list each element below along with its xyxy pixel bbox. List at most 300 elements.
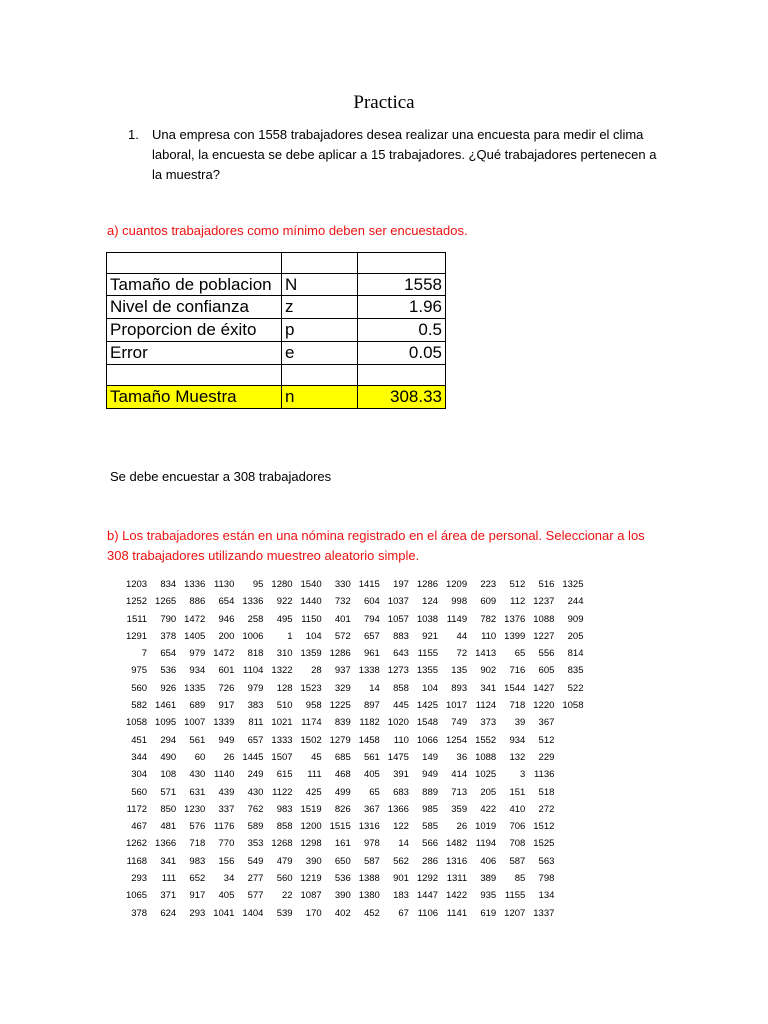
number-cell: 1552 xyxy=(475,734,497,746)
table-row xyxy=(107,365,446,386)
number-cell: 1155 xyxy=(504,890,526,902)
number-cell: 1544 xyxy=(504,682,526,694)
number-cell: 1366 xyxy=(387,803,409,815)
number-cell: 1095 xyxy=(155,717,177,729)
number-cell: 1445 xyxy=(242,751,264,763)
number-cell: 85 xyxy=(514,873,526,885)
number-cell: 1523 xyxy=(300,682,322,694)
number-cell: 1475 xyxy=(387,751,409,763)
number-cell: 998 xyxy=(451,596,468,608)
number-cell: 1230 xyxy=(184,803,206,815)
number-row xyxy=(118,732,584,749)
number-cell: 978 xyxy=(363,838,380,850)
number-cell: 34 xyxy=(223,873,235,885)
number-cell: 958 xyxy=(305,700,322,712)
number-row xyxy=(118,905,584,922)
number-cell: 277 xyxy=(247,873,264,885)
number-cell: 490 xyxy=(160,751,177,763)
number-cell: 1106 xyxy=(417,907,439,919)
number-cell: 560 xyxy=(131,682,148,694)
number-row xyxy=(118,611,584,628)
number-cell: 1292 xyxy=(416,873,439,885)
number-cell: 582 xyxy=(131,700,148,712)
number-cell: 893 xyxy=(451,682,468,694)
number-row xyxy=(118,784,584,801)
table-row xyxy=(107,253,446,274)
number-cell: 1021 xyxy=(271,717,293,729)
number-cell: 689 xyxy=(189,700,206,712)
number-cell: 631 xyxy=(189,786,206,798)
number-cell: 706 xyxy=(509,821,526,833)
number-cell: 1458 xyxy=(358,734,380,746)
question-number: 1. xyxy=(128,127,139,142)
number-cell: 683 xyxy=(393,786,409,798)
result-row xyxy=(107,386,446,409)
number-cell: 341 xyxy=(480,682,497,694)
number-cell: 1311 xyxy=(446,873,468,885)
number-cell: 949 xyxy=(218,734,235,746)
number-cell: 1124 xyxy=(475,700,497,712)
number-row xyxy=(118,801,584,818)
number-cell: 1415 xyxy=(358,579,380,590)
number-cell: 826 xyxy=(334,803,351,815)
result-symbol: n xyxy=(282,386,358,409)
number-cell: 353 xyxy=(247,838,264,850)
number-cell: 1149 xyxy=(446,613,468,625)
number-cell: 886 xyxy=(189,596,206,608)
row-value: 1.96 xyxy=(358,296,446,319)
number-cell: 536 xyxy=(334,873,351,885)
section-b-heading: b) Los trabajadores están en una nómina registrado en el área de personal. Seleccionar a los 308 trabajadores utilizando muestreo aleatorio simple. xyxy=(107,528,645,563)
number-cell: 1140 xyxy=(213,769,235,781)
row-label: Tamaño de poblacion xyxy=(107,274,282,296)
number-cell: 726 xyxy=(218,682,235,694)
number-cell: 330 xyxy=(334,579,351,590)
number-cell: 1405 xyxy=(184,630,206,642)
number-cell: 510 xyxy=(276,700,293,712)
number-cell: 1273 xyxy=(387,665,409,677)
number-cell: 1413 xyxy=(475,648,497,660)
number-cell: 834 xyxy=(160,579,177,590)
number-cell: 1057 xyxy=(387,613,409,625)
number-cell: 1335 xyxy=(184,682,206,694)
number-cell: 430 xyxy=(189,769,206,781)
number-cell: 405 xyxy=(218,890,235,902)
number-cell: 782 xyxy=(480,613,497,625)
number-cell: 445 xyxy=(393,700,409,712)
number-cell: 258 xyxy=(247,613,264,625)
number-cell: 985 xyxy=(422,803,439,815)
number-cell: 451 xyxy=(131,734,148,746)
number-cell: 619 xyxy=(480,907,497,919)
number-cell: 1155 xyxy=(417,648,439,660)
number-cell: 467 xyxy=(131,821,148,833)
number-cell: 922 xyxy=(276,596,293,608)
number-cell: 1220 xyxy=(533,700,555,712)
number-cell: 850 xyxy=(160,803,177,815)
number-cell: 1136 xyxy=(533,769,555,781)
number-cell: 1333 xyxy=(271,734,293,746)
number-cell: 1447 xyxy=(416,890,439,902)
number-cell: 1020 xyxy=(387,717,409,729)
number-cell: 858 xyxy=(393,682,409,694)
number-cell: 1511 xyxy=(126,613,148,625)
number-cell: 1207 xyxy=(504,907,526,919)
number-row xyxy=(118,853,584,870)
number-cell: 60 xyxy=(194,751,206,763)
number-cell: 935 xyxy=(480,890,497,902)
number-cell: 718 xyxy=(189,838,206,850)
number-cell: 1482 xyxy=(445,838,468,850)
number-cell: 921 xyxy=(422,630,439,642)
sample-size-table xyxy=(106,252,446,409)
number-cell: 1380 xyxy=(358,890,380,902)
number-cell: 518 xyxy=(538,786,555,798)
number-cell: 72 xyxy=(456,648,468,660)
number-cell: 1366 xyxy=(155,838,177,850)
number-cell: 1219 xyxy=(300,873,322,885)
number-cell: 901 xyxy=(393,873,409,885)
number-cell: 1037 xyxy=(387,596,409,608)
random-number-table xyxy=(118,576,584,922)
number-cell: 1422 xyxy=(445,890,468,902)
number-cell: 406 xyxy=(480,855,497,867)
number-row xyxy=(118,887,584,904)
number-cell: 1209 xyxy=(445,579,468,590)
number-cell: 1279 xyxy=(329,734,351,746)
row-value: 1558 xyxy=(358,274,446,296)
number-cell: 1298 xyxy=(300,838,322,850)
number-cell: 979 xyxy=(189,648,206,660)
number-row xyxy=(118,645,584,662)
number-cell: 650 xyxy=(334,855,351,867)
number-cell: 708 xyxy=(509,838,526,850)
number-cell: 479 xyxy=(276,855,293,867)
number-cell: 713 xyxy=(451,786,468,798)
number-cell: 367 xyxy=(363,803,380,815)
number-cell: 858 xyxy=(276,821,293,833)
number-cell: 909 xyxy=(567,613,584,625)
number-cell: 310 xyxy=(276,648,293,660)
number-cell: 770 xyxy=(218,838,235,850)
number-cell: 556 xyxy=(538,648,555,660)
number-row xyxy=(118,680,584,697)
number-row xyxy=(118,697,584,714)
number-cell: 1066 xyxy=(416,734,439,746)
number-cell: 1 xyxy=(287,630,293,642)
number-cell: 1322 xyxy=(271,665,293,677)
number-cell: 794 xyxy=(363,613,380,625)
number-cell: 304 xyxy=(131,769,148,781)
number-cell: 1337 xyxy=(533,907,555,919)
number-cell: 1122 xyxy=(272,786,293,798)
table-row xyxy=(107,296,446,319)
number-cell: 1316 xyxy=(358,821,380,833)
number-cell: 1168 xyxy=(126,855,148,867)
number-cell: 36 xyxy=(456,751,468,763)
number-cell: 499 xyxy=(334,786,351,798)
number-cell: 272 xyxy=(538,803,555,815)
number-cell: 1088 xyxy=(533,613,555,625)
number-cell: 790 xyxy=(160,613,177,625)
number-cell: 1325 xyxy=(562,579,584,590)
number-cell: 1268 xyxy=(271,838,293,850)
number-cell: 1336 xyxy=(184,579,206,590)
number-cell: 161 xyxy=(334,838,351,850)
number-cell: 576 xyxy=(189,821,206,833)
number-cell: 889 xyxy=(422,786,439,798)
number-cell: 1150 xyxy=(301,613,322,625)
row-symbol: e xyxy=(282,342,358,365)
number-cell: 402 xyxy=(334,907,351,919)
number-cell: 1065 xyxy=(125,890,148,902)
number-cell: 609 xyxy=(480,596,497,608)
number-cell: 1025 xyxy=(475,769,497,781)
number-cell: 605 xyxy=(538,665,555,677)
number-cell: 1182 xyxy=(359,717,380,729)
number-cell: 1058 xyxy=(125,717,148,729)
number-cell: 425 xyxy=(305,786,322,798)
number-cell: 26 xyxy=(456,821,468,833)
row-label: Proporcion de éxito xyxy=(107,319,282,342)
number-cell: 390 xyxy=(334,890,351,902)
number-cell: 229 xyxy=(538,751,555,763)
row-label: Error xyxy=(107,342,282,365)
number-cell: 389 xyxy=(480,873,497,885)
number-cell: 657 xyxy=(363,630,380,642)
number-cell: 902 xyxy=(480,665,497,677)
number-cell: 329 xyxy=(334,682,351,694)
number-cell: 961 xyxy=(363,648,380,660)
number-cell: 937 xyxy=(334,665,351,677)
number-cell: 367 xyxy=(538,717,555,729)
number-cell: 1007 xyxy=(184,717,206,729)
number-cell: 1336 xyxy=(242,596,264,608)
number-cell: 383 xyxy=(247,700,264,712)
number-cell: 1502 xyxy=(300,734,322,746)
table-row xyxy=(107,342,446,365)
number-cell: 156 xyxy=(218,855,235,867)
number-cell: 132 xyxy=(509,751,526,763)
row-label: Nivel de confianza xyxy=(107,296,282,319)
number-cell: 562 xyxy=(393,855,409,867)
number-cell: 371 xyxy=(160,890,177,902)
number-cell: 104 xyxy=(422,682,439,694)
table-cell xyxy=(107,365,282,386)
number-cell: 917 xyxy=(218,700,235,712)
table-cell xyxy=(107,253,282,274)
number-cell: 1227 xyxy=(533,630,555,642)
number-cell: 111 xyxy=(161,873,177,885)
number-cell: 1130 xyxy=(213,579,235,590)
number-cell: 934 xyxy=(189,665,206,677)
number-cell: 561 xyxy=(363,751,380,763)
number-cell: 122 xyxy=(393,821,409,833)
number-cell: 1512 xyxy=(533,821,555,833)
number-cell: 762 xyxy=(247,803,264,815)
number-cell: 732 xyxy=(334,596,351,608)
number-cell: 536 xyxy=(160,665,177,677)
number-cell: 1088 xyxy=(475,751,497,763)
number-cell: 585 xyxy=(422,821,439,833)
number-cell: 1525 xyxy=(533,838,555,850)
number-cell: 549 xyxy=(247,855,264,867)
number-cell: 3 xyxy=(520,769,526,781)
number-cell: 1440 xyxy=(300,596,322,608)
number-cell: 560 xyxy=(131,786,148,798)
number-cell: 149 xyxy=(422,751,439,763)
number-cell: 839 xyxy=(334,717,351,729)
number-cell: 67 xyxy=(398,907,409,919)
number-cell: 563 xyxy=(538,855,555,867)
number-cell: 104 xyxy=(305,630,322,642)
number-cell: 1338 xyxy=(358,665,380,677)
number-cell: 561 xyxy=(189,734,206,746)
number-cell: 135 xyxy=(451,665,468,677)
number-cell: 1262 xyxy=(125,838,148,850)
number-cell: 1254 xyxy=(445,734,468,746)
number-cell: 344 xyxy=(131,751,148,763)
number-cell: 1507 xyxy=(271,751,293,763)
number-row xyxy=(118,835,584,852)
number-cell: 65 xyxy=(369,786,380,798)
number-cell: 975 xyxy=(131,665,148,677)
number-cell: 170 xyxy=(305,907,322,919)
number-cell: 1515 xyxy=(329,821,351,833)
number-cell: 587 xyxy=(363,855,380,867)
number-cell: 926 xyxy=(160,682,177,694)
number-cell: 1404 xyxy=(242,907,264,919)
number-row xyxy=(118,870,584,887)
row-value: 0.05 xyxy=(358,342,446,365)
number-cell: 566 xyxy=(422,838,439,850)
number-cell: 390 xyxy=(305,855,322,867)
number-cell: 1172 xyxy=(126,803,148,815)
number-cell: 452 xyxy=(363,907,380,919)
number-cell: 624 xyxy=(160,907,177,919)
number-cell: 560 xyxy=(276,873,293,885)
number-cell: 183 xyxy=(393,890,409,902)
number-cell: 45 xyxy=(311,751,322,763)
number-row xyxy=(118,818,584,835)
number-cell: 577 xyxy=(247,890,264,902)
number-cell: 883 xyxy=(393,630,409,642)
number-cell: 1058 xyxy=(562,700,584,712)
number-cell: 589 xyxy=(247,821,264,833)
number-cell: 718 xyxy=(509,700,526,712)
number-cell: 949 xyxy=(422,769,439,781)
number-cell: 430 xyxy=(247,786,264,798)
number-cell: 110 xyxy=(393,734,409,746)
number-cell: 1194 xyxy=(475,838,497,850)
table-cell xyxy=(358,365,446,386)
number-cell: 223 xyxy=(480,579,497,590)
number-cell: 1286 xyxy=(416,579,439,590)
number-cell: 293 xyxy=(189,907,206,919)
number-row xyxy=(118,628,584,645)
number-cell: 337 xyxy=(218,803,235,815)
number-cell: 654 xyxy=(160,648,177,660)
sample-conclusion: Se debe encuestar a 308 trabajadores xyxy=(110,469,332,484)
number-cell: 1472 xyxy=(184,613,206,625)
question-text: Una empresa con 1558 trabajadores desea realizar una encuesta para medir el clima laboral, la encuesta se debe aplicar a 15 trabajadores. ¿Qué trabajadores pertenecen a la muestra? xyxy=(152,127,657,182)
number-cell: 95 xyxy=(252,579,264,590)
number-cell: 249 xyxy=(247,769,264,781)
number-cell: 28 xyxy=(311,665,322,677)
number-cell: 378 xyxy=(131,907,148,919)
number-cell: 1286 xyxy=(329,648,351,660)
number-cell: 917 xyxy=(189,890,206,902)
number-cell: 112 xyxy=(510,596,526,608)
number-cell: 983 xyxy=(276,803,293,815)
result-label: Tamaño Muestra xyxy=(107,386,282,409)
number-cell: 657 xyxy=(247,734,264,746)
number-cell: 652 xyxy=(189,873,206,885)
number-cell: 516 xyxy=(538,579,555,590)
row-symbol: N xyxy=(282,274,358,296)
row-value: 0.5 xyxy=(358,319,446,342)
number-cell: 749 xyxy=(451,717,468,729)
number-cell: 512 xyxy=(509,579,526,590)
number-cell: 818 xyxy=(247,648,264,660)
number-cell: 835 xyxy=(567,665,584,677)
number-row xyxy=(118,714,584,731)
number-row xyxy=(118,766,584,783)
number-cell: 1359 xyxy=(300,648,322,660)
number-cell: 1388 xyxy=(358,873,380,885)
number-cell: 1225 xyxy=(329,700,351,712)
number-cell: 946 xyxy=(218,613,235,625)
number-cell: 359 xyxy=(451,803,468,815)
number-cell: 1355 xyxy=(416,665,439,677)
number-cell: 391 xyxy=(393,769,409,781)
number-cell: 1041 xyxy=(213,907,235,919)
number-cell: 481 xyxy=(160,821,177,833)
row-symbol: p xyxy=(282,319,358,342)
table-cell xyxy=(282,253,358,274)
number-cell: 601 xyxy=(218,665,235,677)
number-cell: 14 xyxy=(369,682,380,694)
number-cell: 798 xyxy=(538,873,555,885)
number-cell: 205 xyxy=(567,630,584,642)
number-cell: 108 xyxy=(160,769,177,781)
number-cell: 1339 xyxy=(213,717,235,729)
number-cell: 539 xyxy=(276,907,293,919)
number-cell: 1237 xyxy=(533,596,555,608)
number-cell: 1291 xyxy=(125,630,148,642)
number-cell: 604 xyxy=(363,596,380,608)
table-cell xyxy=(282,365,358,386)
number-cell: 1203 xyxy=(125,579,148,590)
number-cell: 983 xyxy=(189,855,206,867)
number-cell: 1461 xyxy=(155,700,177,712)
number-cell: 1376 xyxy=(504,613,526,625)
number-cell: 1104 xyxy=(243,665,264,677)
number-cell: 293 xyxy=(131,873,148,885)
number-cell: 1540 xyxy=(300,579,322,590)
table-cell xyxy=(358,253,446,274)
number-cell: 405 xyxy=(363,769,380,781)
number-cell: 200 xyxy=(218,630,235,642)
number-cell: 1174 xyxy=(301,717,322,729)
number-cell: 468 xyxy=(334,769,351,781)
number-cell: 1200 xyxy=(300,821,322,833)
number-cell: 1017 xyxy=(445,700,468,712)
number-cell: 373 xyxy=(480,717,497,729)
number-cell: 197 xyxy=(393,579,409,590)
number-cell: 151 xyxy=(509,786,526,798)
table-row xyxy=(107,319,446,342)
